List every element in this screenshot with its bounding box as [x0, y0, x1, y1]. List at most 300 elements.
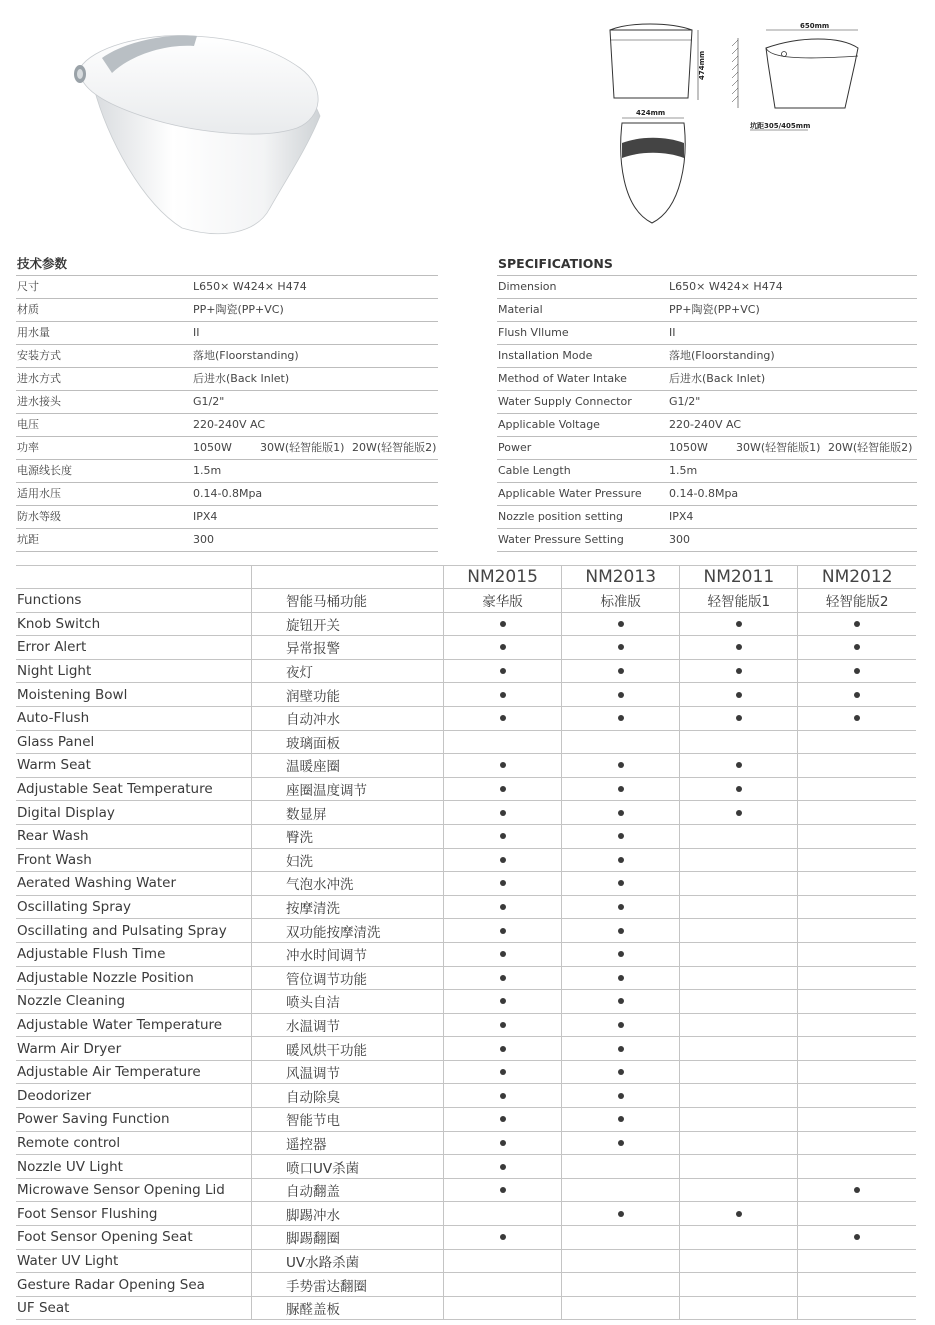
function-name-cn: 自动冲水	[252, 706, 444, 730]
spec-value: PP+陶瓷(PP+VC)	[669, 303, 760, 316]
spec-label: Water Supply Connector	[498, 395, 632, 408]
availability-dot-icon	[618, 1140, 624, 1146]
availability-cell	[444, 1178, 562, 1202]
availability-cell	[562, 1084, 680, 1108]
availability-cell	[562, 730, 680, 754]
function-name-cn: 异常报警	[252, 636, 444, 660]
function-row	[16, 966, 916, 990]
function-row	[16, 1084, 916, 1108]
availability-cell	[444, 1226, 562, 1250]
availability-cell	[680, 1084, 798, 1108]
function-row	[16, 683, 916, 707]
availability-cell	[798, 1108, 916, 1132]
function-name-en: Power Saving Function	[16, 1108, 252, 1132]
spec-row	[497, 390, 917, 413]
availability-dot-icon	[736, 668, 742, 674]
availability-dot-icon	[500, 951, 506, 957]
availability-dot-icon	[854, 668, 860, 674]
spec-title-cn: 技术参数	[17, 256, 68, 271]
function-row	[16, 1013, 916, 1037]
spec-label: Material	[498, 303, 543, 316]
function-row	[16, 848, 916, 872]
availability-dot-icon	[500, 810, 506, 816]
function-row	[16, 1108, 916, 1132]
availability-dot-icon	[618, 951, 624, 957]
availability-cell	[798, 636, 916, 660]
availability-cell	[798, 848, 916, 872]
availability-cell	[562, 966, 680, 990]
function-row	[16, 706, 916, 730]
spec-label: Applicable Water Pressure	[498, 487, 642, 500]
availability-dot-icon	[618, 998, 624, 1004]
function-name-cn: 夜灯	[252, 659, 444, 683]
model-name: NM2012	[798, 566, 916, 589]
availability-cell	[444, 777, 562, 801]
availability-cell	[562, 895, 680, 919]
availability-cell	[444, 1108, 562, 1132]
availability-dot-icon	[500, 904, 506, 910]
spec-value: 1050W	[193, 441, 232, 454]
spec-title-en: SPECIFICATIONS	[498, 256, 613, 271]
spec-value: 后进水(Back Inlet)	[193, 372, 290, 385]
availability-cell	[444, 1037, 562, 1061]
function-row	[16, 1296, 916, 1320]
function-name-cn: 旋钮开关	[252, 612, 444, 636]
availability-cell	[562, 1037, 680, 1061]
availability-cell	[562, 754, 680, 778]
model-name: NM2015	[444, 566, 562, 589]
availability-cell	[798, 1037, 916, 1061]
availability-dot-icon	[618, 1093, 624, 1099]
function-name-en: Adjustable Air Temperature	[16, 1060, 252, 1084]
availability-dot-icon	[736, 715, 742, 721]
availability-cell	[444, 895, 562, 919]
spec-row	[497, 275, 917, 298]
toilet-product-image	[72, 28, 327, 238]
spec-value: 30W(轻智能版1)	[260, 441, 345, 454]
function-name-en: Digital Display	[16, 801, 252, 825]
availability-cell	[444, 872, 562, 896]
availability-cell	[798, 777, 916, 801]
pitch-dimension: 坑距305/405mm	[750, 122, 811, 130]
availability-dot-icon	[618, 1069, 624, 1075]
availability-cell	[680, 730, 798, 754]
availability-cell	[680, 1249, 798, 1273]
availability-cell	[680, 1273, 798, 1297]
availability-dot-icon	[500, 833, 506, 839]
spec-value: 20W(轻智能版2)	[352, 441, 437, 454]
availability-cell	[798, 1013, 916, 1037]
availability-cell	[680, 1108, 798, 1132]
availability-dot-icon	[618, 1211, 624, 1217]
availability-cell	[444, 942, 562, 966]
spec-row	[497, 482, 917, 505]
availability-cell	[798, 824, 916, 848]
availability-dot-icon	[854, 644, 860, 650]
availability-cell	[444, 706, 562, 730]
spec-row	[16, 528, 438, 552]
availability-cell	[444, 1202, 562, 1226]
availability-cell	[562, 1060, 680, 1084]
availability-cell	[798, 872, 916, 896]
function-name-en: Glass Panel	[16, 730, 252, 754]
spec-value: 落地(Floorstanding)	[193, 349, 299, 362]
availability-cell	[562, 824, 680, 848]
availability-cell	[444, 966, 562, 990]
function-name-en: Remote control	[16, 1131, 252, 1155]
functions-header-cn: 智能马桶功能	[252, 589, 444, 613]
availability-dot-icon	[500, 1046, 506, 1052]
availability-cell	[680, 636, 798, 660]
availability-cell	[680, 1037, 798, 1061]
width-dimension: 424mm	[636, 109, 666, 117]
availability-dot-icon	[500, 1093, 506, 1099]
availability-cell	[680, 942, 798, 966]
availability-dot-icon	[500, 998, 506, 1004]
function-name-cn: 喷头自洁	[252, 990, 444, 1014]
availability-dot-icon	[618, 810, 624, 816]
availability-cell	[444, 1013, 562, 1037]
availability-cell	[444, 1273, 562, 1297]
function-name-en: Moistening Bowl	[16, 683, 252, 707]
spec-row	[16, 413, 438, 436]
availability-cell	[562, 1013, 680, 1037]
availability-dot-icon	[618, 880, 624, 886]
spec-label: 电源线长度	[17, 464, 72, 477]
height-dimension: 474mm	[698, 50, 706, 80]
spec-label: Cable Length	[498, 464, 571, 477]
function-name-cn: 手势雷达翻圈	[252, 1273, 444, 1297]
function-header-row	[16, 589, 916, 613]
spec-value: 220-240V AC	[193, 418, 265, 431]
availability-cell	[798, 1249, 916, 1273]
spec-value: L650× W424× H474	[669, 280, 783, 293]
function-name-en: Adjustable Flush Time	[16, 942, 252, 966]
spec-label: 进水接头	[17, 395, 61, 408]
availability-cell	[798, 1084, 916, 1108]
spec-row	[497, 459, 917, 482]
function-name-cn: 管位调节功能	[252, 966, 444, 990]
spec-label: Flush Vllume	[498, 326, 569, 339]
function-name-en: Aerated Washing Water	[16, 872, 252, 896]
spec-label: 适用水压	[17, 487, 61, 500]
version-name: 轻智能版2	[798, 589, 916, 613]
functions-header-en: Functions	[16, 589, 252, 613]
availability-dot-icon	[618, 692, 624, 698]
function-name-en: Nozzle Cleaning	[16, 990, 252, 1014]
function-row	[16, 1131, 916, 1155]
spec-value: 落地(Floorstanding)	[669, 349, 775, 362]
availability-dot-icon	[736, 1211, 742, 1217]
availability-cell	[680, 919, 798, 943]
function-name-en: Gesture Radar Opening Sea	[16, 1273, 252, 1297]
spec-row	[497, 436, 917, 459]
spec-row	[16, 321, 438, 344]
spec-table-en	[497, 253, 917, 552]
spec-value: IPX4	[669, 510, 694, 523]
availability-cell	[798, 730, 916, 754]
availability-dot-icon	[854, 715, 860, 721]
function-name-cn: 臀洗	[252, 824, 444, 848]
availability-cell	[562, 872, 680, 896]
function-name-cn: 智能节电	[252, 1108, 444, 1132]
function-row	[16, 730, 916, 754]
spec-value: II	[193, 326, 200, 339]
availability-cell	[680, 824, 798, 848]
availability-cell	[562, 1249, 680, 1273]
spec-label: Water Pressure Setting	[498, 533, 624, 546]
function-name-cn: 妇洗	[252, 848, 444, 872]
availability-cell	[680, 1155, 798, 1179]
function-row	[16, 1226, 916, 1250]
availability-dot-icon	[500, 928, 506, 934]
function-row	[16, 1249, 916, 1273]
spec-label: 安装方式	[17, 349, 61, 362]
availability-dot-icon	[854, 1234, 860, 1240]
availability-cell	[680, 966, 798, 990]
availability-cell	[798, 659, 916, 683]
spec-value: 220-240V AC	[669, 418, 741, 431]
spec-value: L650× W424× H474	[193, 280, 307, 293]
availability-cell	[562, 1226, 680, 1250]
availability-cell	[562, 706, 680, 730]
function-name-cn: 气泡水冲洗	[252, 872, 444, 896]
spec-value: G1/2"	[193, 395, 225, 408]
spec-label: 电压	[17, 418, 39, 431]
function-name-cn: 暖风烘干功能	[252, 1037, 444, 1061]
availability-cell	[562, 612, 680, 636]
availability-dot-icon	[500, 1187, 506, 1193]
function-name-en: Adjustable Seat Temperature	[16, 777, 252, 801]
function-row	[16, 1060, 916, 1084]
function-name-en: Rear Wash	[16, 824, 252, 848]
availability-cell	[444, 1296, 562, 1320]
availability-cell	[562, 1178, 680, 1202]
spec-row	[16, 298, 438, 321]
availability-dot-icon	[736, 786, 742, 792]
availability-dot-icon	[618, 644, 624, 650]
availability-dot-icon	[618, 928, 624, 934]
function-name-en: Foot Sensor Flushing	[16, 1202, 252, 1226]
availability-cell	[680, 872, 798, 896]
function-name-cn: 按摩清洗	[252, 895, 444, 919]
availability-cell	[798, 1296, 916, 1320]
availability-cell	[680, 777, 798, 801]
spec-row	[16, 505, 438, 528]
function-name-cn: 玻璃面板	[252, 730, 444, 754]
availability-dot-icon	[500, 1234, 506, 1240]
spec-row	[16, 367, 438, 390]
function-name-cn: 遥控器	[252, 1131, 444, 1155]
availability-dot-icon	[736, 644, 742, 650]
availability-cell	[680, 659, 798, 683]
availability-cell	[562, 1296, 680, 1320]
function-row	[16, 612, 916, 636]
availability-cell	[680, 683, 798, 707]
spec-value: IPX4	[193, 510, 218, 523]
spec-value: 0.14-0.8Mpa	[193, 487, 263, 500]
availability-cell	[680, 1131, 798, 1155]
model-row	[16, 566, 916, 589]
availability-cell	[444, 1155, 562, 1179]
availability-cell	[798, 1060, 916, 1084]
function-row	[16, 754, 916, 778]
availability-cell	[680, 1226, 798, 1250]
availability-dot-icon	[618, 1116, 624, 1122]
spec-value: 20W(轻智能版2)	[828, 441, 913, 454]
spec-row	[16, 436, 438, 459]
spec-table-cn	[16, 253, 438, 552]
availability-dot-icon	[500, 1140, 506, 1146]
function-name-en: Error Alert	[16, 636, 252, 660]
function-row	[16, 636, 916, 660]
availability-cell	[562, 1273, 680, 1297]
function-name-en: Oscillating and Pulsating Spray	[16, 919, 252, 943]
availability-dot-icon	[618, 1046, 624, 1052]
version-name: 标准版	[562, 589, 680, 613]
function-row	[16, 895, 916, 919]
availability-dot-icon	[618, 904, 624, 910]
function-name-cn: 自动除臭	[252, 1084, 444, 1108]
availability-dot-icon	[736, 810, 742, 816]
model-name: NM2011	[680, 566, 798, 589]
availability-cell	[680, 1013, 798, 1037]
function-row	[16, 1037, 916, 1061]
availability-cell	[444, 1084, 562, 1108]
spec-value: 1.5m	[193, 464, 222, 477]
availability-cell	[680, 1296, 798, 1320]
availability-cell	[562, 1131, 680, 1155]
version-name: 轻智能版1	[680, 589, 798, 613]
availability-cell	[798, 612, 916, 636]
availability-dot-icon	[736, 621, 742, 627]
function-name-cn: 数显屏	[252, 801, 444, 825]
availability-cell	[680, 754, 798, 778]
spec-row	[16, 482, 438, 505]
function-name-en: Warm Seat	[16, 754, 252, 778]
spec-row	[497, 413, 917, 436]
spec-value: PP+陶瓷(PP+VC)	[193, 303, 284, 316]
availability-dot-icon	[500, 762, 506, 768]
function-name-cn: 脚踢冲水	[252, 1202, 444, 1226]
availability-cell	[798, 966, 916, 990]
availability-cell	[444, 1249, 562, 1273]
availability-dot-icon	[500, 1022, 506, 1028]
availability-cell	[798, 1131, 916, 1155]
availability-dot-icon	[500, 880, 506, 886]
function-name-en: Oscillating Spray	[16, 895, 252, 919]
spec-label: 防水等级	[17, 510, 61, 523]
technical-drawings	[600, 18, 880, 233]
spec-row	[16, 275, 438, 298]
availability-cell	[444, 636, 562, 660]
availability-cell	[562, 659, 680, 683]
spec-label: Dimension	[498, 280, 557, 293]
function-name-cn: 温暖座圈	[252, 754, 444, 778]
spec-value: 1050W	[669, 441, 708, 454]
function-name-en: Microwave Sensor Opening Lid	[16, 1178, 252, 1202]
availability-dot-icon	[618, 857, 624, 863]
availability-cell	[798, 1155, 916, 1179]
availability-dot-icon	[500, 975, 506, 981]
availability-dot-icon	[500, 1069, 506, 1075]
function-name-en: UF Seat	[16, 1296, 252, 1320]
availability-dot-icon	[500, 715, 506, 721]
function-row	[16, 801, 916, 825]
availability-cell	[562, 636, 680, 660]
availability-cell	[562, 848, 680, 872]
availability-cell	[562, 942, 680, 966]
spec-value: 后进水(Back Inlet)	[669, 372, 766, 385]
availability-cell	[680, 706, 798, 730]
availability-dot-icon	[500, 1116, 506, 1122]
availability-dot-icon	[500, 668, 506, 674]
spec-label: Power	[498, 441, 532, 454]
availability-cell	[444, 919, 562, 943]
function-row	[16, 990, 916, 1014]
spec-row	[497, 321, 917, 344]
version-name: 豪华版	[444, 589, 562, 613]
availability-dot-icon	[618, 833, 624, 839]
availability-cell	[562, 801, 680, 825]
spec-row	[497, 505, 917, 528]
availability-cell	[798, 942, 916, 966]
function-name-cn: 自动翻盖	[252, 1178, 444, 1202]
function-name-cn: 冲水时间调节	[252, 942, 444, 966]
spec-label: 尺寸	[17, 280, 39, 293]
availability-dot-icon	[500, 1164, 506, 1170]
availability-cell	[562, 990, 680, 1014]
spec-value: G1/2"	[669, 395, 701, 408]
availability-cell	[798, 990, 916, 1014]
function-name-cn: 水温调节	[252, 1013, 444, 1037]
length-dimension: 650mm	[800, 22, 830, 30]
spec-row	[497, 344, 917, 367]
spec-label: Nozzle position setting	[498, 510, 624, 523]
availability-dot-icon	[618, 786, 624, 792]
function-name-en: Foot Sensor Opening Seat	[16, 1226, 252, 1250]
spec-label: 用水量	[17, 326, 50, 339]
availability-dot-icon	[736, 692, 742, 698]
availability-cell	[798, 706, 916, 730]
availability-dot-icon	[500, 857, 506, 863]
availability-cell	[798, 754, 916, 778]
availability-dot-icon	[736, 762, 742, 768]
availability-cell	[680, 1060, 798, 1084]
function-name-cn: 润壁功能	[252, 683, 444, 707]
availability-cell	[562, 683, 680, 707]
spec-label: 功率	[17, 441, 39, 454]
function-row	[16, 659, 916, 683]
availability-cell	[680, 1202, 798, 1226]
spec-label: 坑距	[17, 533, 39, 546]
spec-label: Installation Mode	[498, 349, 593, 362]
function-row	[16, 777, 916, 801]
function-row	[16, 942, 916, 966]
spec-row	[497, 298, 917, 321]
availability-cell	[798, 1178, 916, 1202]
function-name-cn: 座圈温度调节	[252, 777, 444, 801]
model-name: NM2013	[562, 566, 680, 589]
spec-value: 30W(轻智能版1)	[736, 441, 821, 454]
availability-cell	[562, 1108, 680, 1132]
spec-value: 300	[193, 533, 214, 546]
availability-cell	[444, 801, 562, 825]
function-name-en: Adjustable Nozzle Position	[16, 966, 252, 990]
availability-cell	[562, 777, 680, 801]
function-row	[16, 1178, 916, 1202]
availability-cell	[444, 990, 562, 1014]
